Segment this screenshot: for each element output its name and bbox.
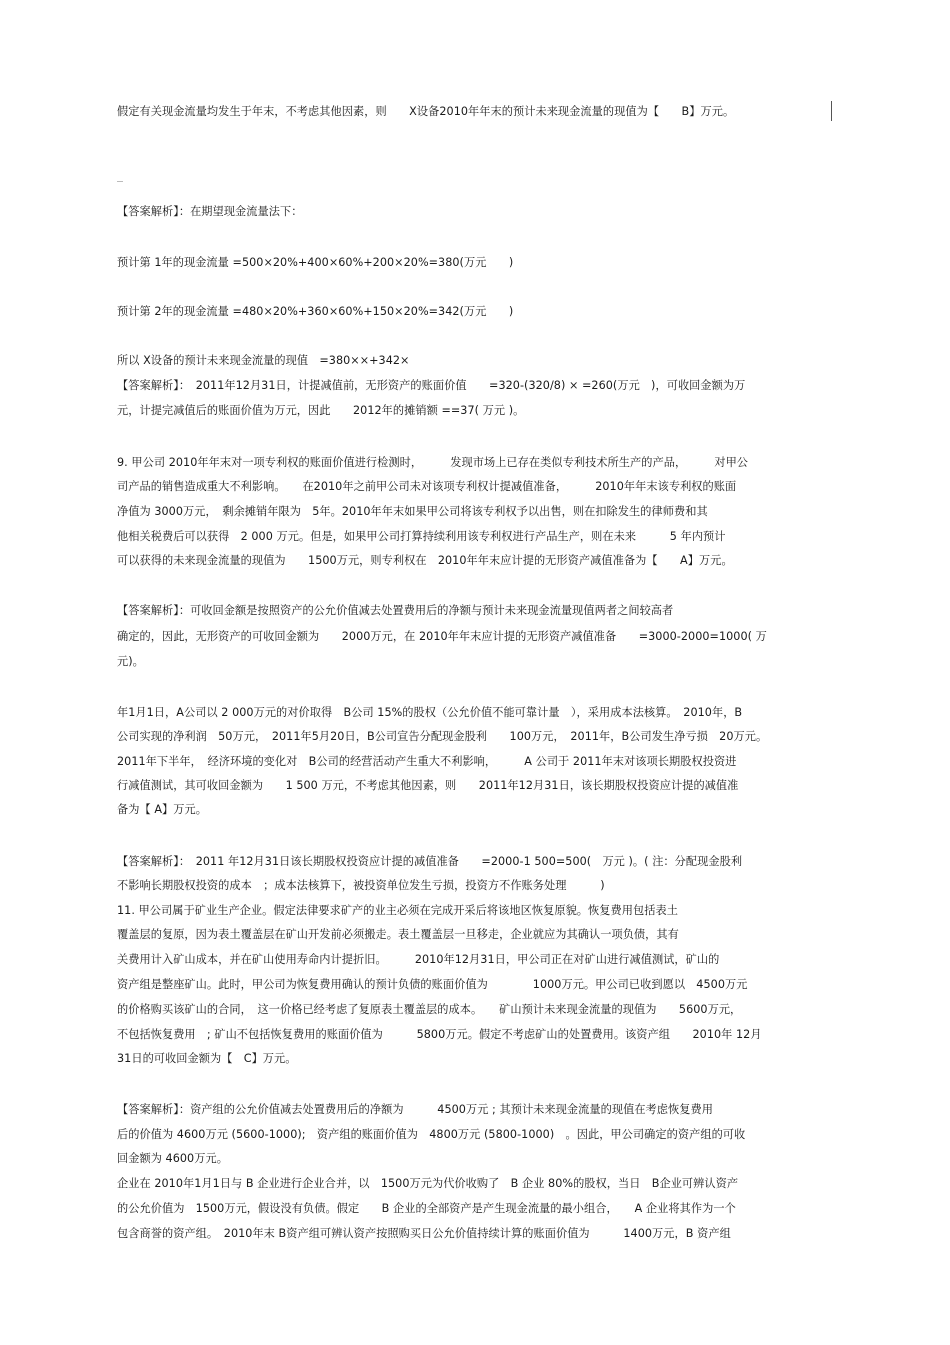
answer-analysis-line: 元)。: [117, 655, 144, 668]
answer-analysis-heading: 【答案解析】：在期望现金流量法下：: [117, 205, 303, 218]
question-11-line: 31日的可收回金额为【 C】万元。: [117, 1052, 297, 1065]
answer-analysis-line: 后的价值为 4600万元 (5600-1000); 资产组的账面价值为 4800万元 (5800-1000) 。因此，甲公司确定的资产组的可收: [117, 1128, 746, 1141]
answer-analysis-line: 不影响长期股权投资的成本 ；成本法核算下，被投资单位发生亏损，投资方不作账务处理 ): [117, 879, 605, 892]
answer-analysis-line: 【答案解析】：资产组的公允价值减去处置费用后的净额为 4500万元 ; 其预计未来现金流量的现值在考虑恢复费用: [117, 1103, 713, 1116]
question-11-line: 覆盖层的复原，因为表土覆盖层在矿山开发前必须搬走。表土覆盖层一旦移走，企业就应为其确认一项负债，其有: [117, 928, 679, 941]
question-9-line: 9. 甲公司 2010年年末对一项专利权的账面价值进行检测时， 发现市场上已存在类似专利技术所生产的产品， 对甲公: [117, 456, 749, 469]
question-10-line: 公司实现的净利润 50万元， 2011年5月20日，B公司宣告分配现金股利 100万元， 2011年，B公司发生净亏损 20万元。: [117, 730, 768, 743]
question-10-line: 行减值测试，其可收回金额为 1 500 万元，不考虑其他因素，则 2011年12月31日，该长期股权投资应计提的减值准: [117, 779, 739, 792]
calculation-line: 预计第 2年的现金流量 =480×20%+360×60%+150×20%=342(万元 ): [117, 305, 514, 318]
answer-analysis-line: 元，计提完减值后的账面价值为万元，因此 2012年的摊销额 ==37( 万元 )。: [117, 404, 525, 417]
question-11-line: 资产组是整座矿山。此时，甲公司为恢复费用确认的预计负债的账面价值为 1000万元。甲公司已收到愿以 4500万元: [117, 978, 748, 991]
question-12-line: 包含商誉的资产组。 2010年末 B资产组可辨认资产按照购买日公允价值持续计算的账面价值为 1400万元，B 资产组: [117, 1227, 731, 1240]
cursor-bar: [831, 101, 832, 121]
question-9-line: 他相关税费后可以获得 2 000 万元。但是，如果甲公司打算持续利用该专利权进行产品生产，则在未来 5 年内预计: [117, 530, 726, 543]
calculation-line: 预计第 1年的现金流量 =500×20%+400×60%+200×20%=380(万元 ): [117, 256, 514, 269]
calculation-line: 所以 X设备的预计未来现金流量的现值 =380××+342×: [117, 354, 410, 367]
answer-analysis-line: 【答案解析】： 2011年12月31日，计提减值前，无形资产的账面价值 =320-(320/8) × =260(万元 )，可收回金额为万: [117, 379, 746, 392]
answer-analysis-line: 【答案解析】：可收回金额是按照资产的公允价值减去处置费用后的净额与预计未来现金流量现值两者之间较高者: [117, 604, 674, 617]
question-11-line: 的价格购买该矿山的合同， 这一价格已经考虑了复原表土覆盖层的成本。 矿山预计未来现金流量的现值为 5600万元，: [117, 1003, 742, 1016]
question-11-line: 关费用计入矿山成本，并在矿山使用寿命内计提折旧。 2010年12月31日，甲公司正在对矿山进行减值测试，矿山的: [117, 953, 720, 966]
question-9-line: 司产品的销售造成重大不利影响。 在2010年之前甲公司未对该项专利权计提减值准备， 2010年年末该专利权的账面: [117, 480, 737, 493]
question-10-line: 备为【 A】万元。: [117, 803, 207, 816]
question-10-line: 2011年下半年， 经济环境的变化对 B公司的经营活动产生重大不利影响， A 公司于 2011年末对该项长期股权投资进: [117, 755, 737, 768]
margin-mark: [117, 181, 123, 182]
question-11-line: 不包括恢复费用 ; 矿山不包括恢复费用的账面价值为 5800万元。假定不考虑矿山的处置费用。该资产组 2010年 12月: [117, 1028, 762, 1041]
question-9-line: 净值为 3000万元， 剩余摊销年限为 5年。2010年年末如果甲公司将该专利权予以出售，则在扣除发生的律师费和其: [117, 505, 708, 518]
question-10-line: 年1月1日，A公司以 2 000万元的对价取得 B公司 15%的股权（公允价值不能可靠计量 ），采用成本法核算。 2010年，B: [117, 706, 743, 719]
question-12-line: 的公允价值为 1500万元，假设没有负债。假定 B 企业的全部资产是产生现金流量的最小组合， A 企业将其作为一个: [117, 1202, 736, 1215]
question-12-line: 企业在 2010年1月1日与 B 企业进行企业合并，以 1500万元为代价收购了 B 企业 80%的股权，当日 B企业可辨认资产: [117, 1177, 739, 1190]
answer-analysis-line: 回金额为 4600万元。: [117, 1152, 228, 1165]
question-9-line: 可以获得的未来现金流量的现值为 1500万元，则专利权在 2010年年末应计提的无形资产减值准备为【 A】万元。: [117, 554, 733, 567]
answer-analysis-line: 【答案解析】： 2011 年12月31日该长期股权投资应计提的减值准备 =2000-1 500=500( 万元 )。( 注：分配现金股利: [117, 855, 743, 868]
question-line: 假定有关现金流量均发生于年末，不考虑其他因素，则 X设备2010年年末的预计未来现金流量的现值为【 B】万元。: [117, 105, 735, 118]
question-11-line: 11. 甲公司属于矿业生产企业。假定法律要求矿产的业主必须在完成开采后将该地区恢复原貌。恢复费用包括表土: [117, 904, 678, 917]
answer-analysis-line: 确定的，因此，无形资产的可收回金额为 2000万元，在 2010年年末应计提的无形资产减值准备 =3000-2000=1000( 万: [117, 630, 767, 643]
